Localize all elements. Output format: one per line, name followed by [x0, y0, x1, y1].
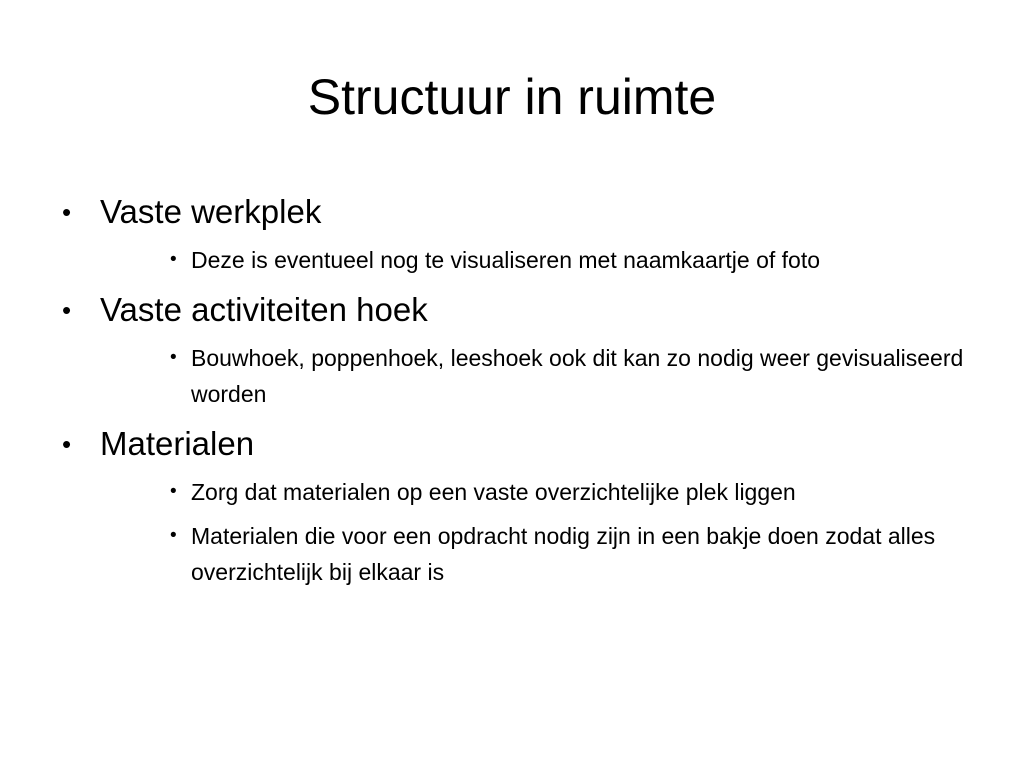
- sub-bullet-icon: •: [170, 347, 177, 368]
- bullet-text: Vaste activiteiten hoek: [100, 291, 428, 328]
- sub-bullet-text: Zorg dat materialen op een vaste overzichtelijke plek liggen: [191, 479, 796, 505]
- sub-bullet-icon: •: [170, 481, 177, 502]
- sub-bullet-text: Materialen die voor een opdracht nodig zijn in een bakje doen zodat alles overzichtelijk bij elkaar is: [191, 523, 936, 585]
- bullet-item: [58, 288, 978, 332]
- bullet-text: Materialen: [100, 425, 255, 462]
- sub-bullet-text: Deze is eventueel nog te visualiseren met naamkaartje of foto: [191, 247, 821, 273]
- bullet-item: [58, 422, 978, 466]
- bullet-list: [58, 190, 978, 600]
- sub-bullet-item: [170, 340, 978, 412]
- sub-bullet-item: [170, 518, 978, 590]
- sub-bullet-item: [170, 474, 978, 510]
- bullet-item: [58, 190, 978, 234]
- bullet-icon: •: [62, 197, 72, 227]
- sub-bullet-text: Bouwhoek, poppenhoek, leeshoek ook dit kan zo nodig weer gevisualiseerd worden: [191, 345, 964, 407]
- bullet-text: Vaste werkplek: [100, 193, 322, 230]
- slide-title: Structuur in ruimte: [307, 69, 717, 125]
- bullet-group-werkplek: [58, 190, 978, 278]
- sub-bullet-icon: •: [170, 249, 177, 270]
- sub-bullet-icon: •: [170, 525, 177, 546]
- bullet-icon: •: [62, 295, 72, 325]
- bullet-icon: •: [62, 429, 72, 459]
- bullet-group-materialen: [58, 422, 978, 590]
- bullet-group-hoek: [58, 288, 978, 412]
- sub-bullet-item: [170, 242, 978, 278]
